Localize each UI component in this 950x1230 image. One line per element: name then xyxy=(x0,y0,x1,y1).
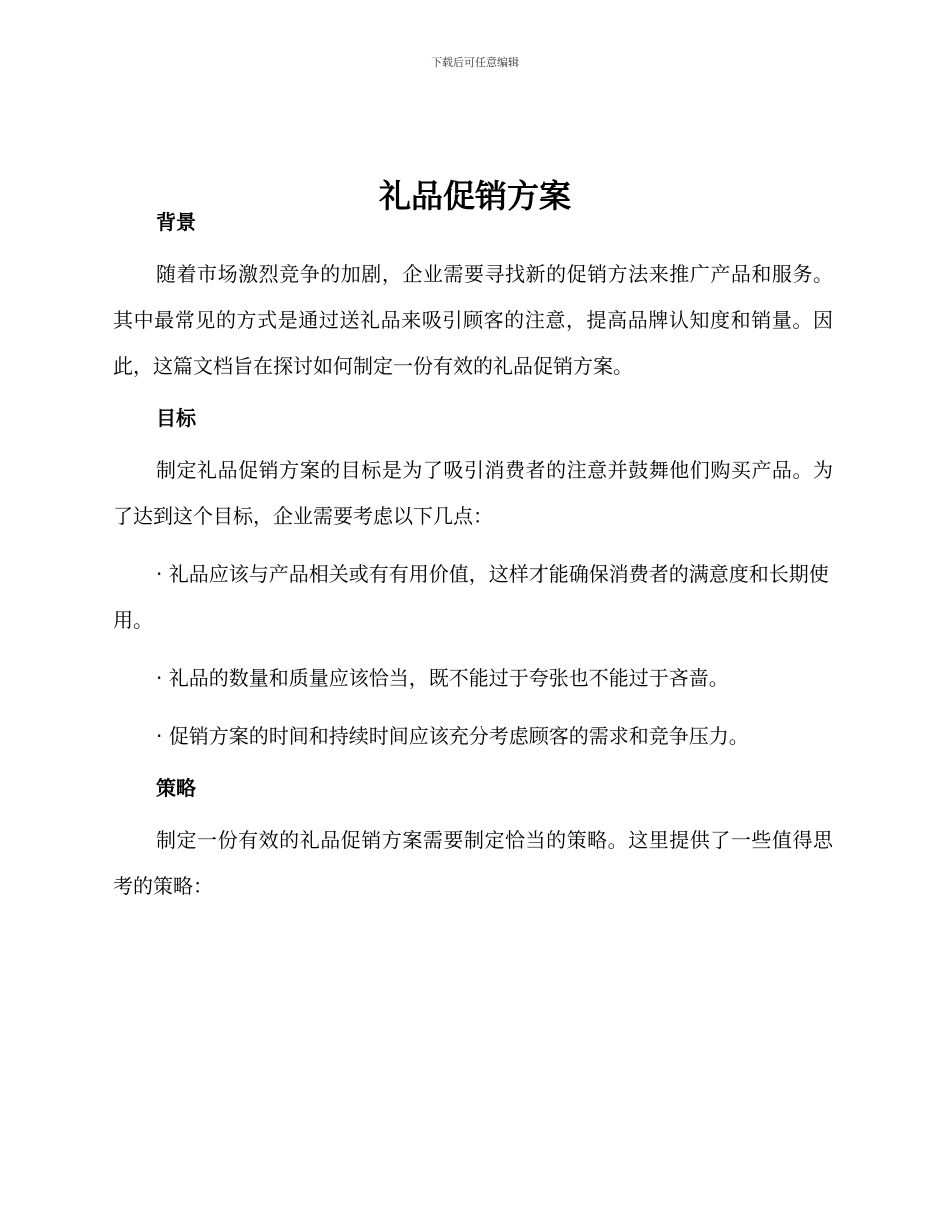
page-header-note: 下载后可任意编辑 xyxy=(431,56,519,69)
bullet-item: · 礼品应该与产品相关或有有用价值，这样才能确保消费者的满意度和长期使用。 xyxy=(113,562,829,632)
section-background xyxy=(113,205,833,389)
paragraph: 制定礼品促销方案的目标是为了吸引消费者的注意并鼓舞他们购买产品。为了达到这个目标，企业需要考虑以下几点： xyxy=(113,458,833,528)
section-heading: 背景 xyxy=(156,210,196,234)
section-strategy xyxy=(113,771,833,909)
section-goal xyxy=(113,401,833,759)
bullet-item: · 礼品的数量和质量应该恰当，既不能过于夸张也不能过于吝啬。 xyxy=(156,666,729,690)
section-heading: 目标 xyxy=(156,406,196,430)
paragraph: 随着市场激烈竞争的加剧，企业需要寻找新的促销方法来推广产品和服务。其中最常见的方式是通过送礼品来吸引顾客的注意，提高品牌认知度和销量。因此，这篇文档旨在探讨如何制定一份有效的礼品促销方案。 xyxy=(113,262,833,378)
document-title: 礼品促销方案 xyxy=(378,177,571,216)
bullet-item: · 促销方案的时间和持续时间应该充分考虑顾客的需求和竞争压力。 xyxy=(156,724,749,748)
paragraph: 制定一份有效的礼品促销方案需要制定恰当的策略。这里提供了一些值得思考的策略： xyxy=(113,828,833,898)
document-body xyxy=(113,205,833,909)
section-heading: 策略 xyxy=(156,776,196,800)
